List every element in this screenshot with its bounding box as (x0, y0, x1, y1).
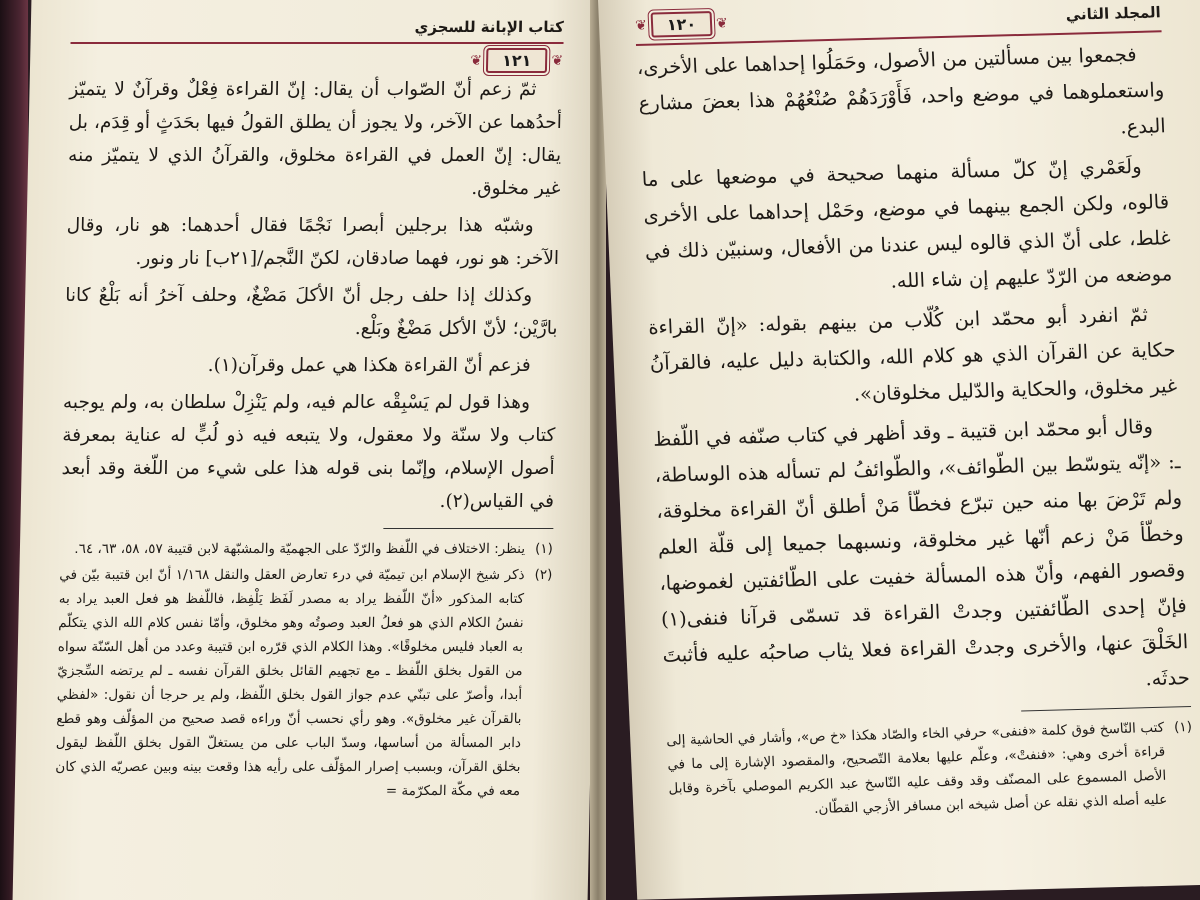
footnote-number: (٢) (534, 567, 553, 583)
paragraph: ثمّ زعم أنّ الصّواب أن يقال: إنّ القراءة فِعْلٌ وقرآنٌ لا يتميّز أحدُهما عن الآخر، ولا يجوز أن يطلق القولُ فيها بحَدَثٍ أو قِدَم، بل يقال: إنّ العمل في القراءة مخلوق، والقرآنُ الذي لا يتميّز منه غير مخلوق. (67, 79, 563, 199)
footnote-separator (383, 528, 553, 529)
footnote (55, 563, 553, 803)
left-page-body (61, 73, 563, 518)
footnote-text: كتب النّاسخ فوق كلمة «فنفى» حرفي الخاء والصّاد هكذا «خ ص»، وأشار في الحاشية إلى قراءة أخرى وهي: «فنفتْ»، وعلّم عليها بعلامة التّصحيح، والمقصود الإشارة إلى ما في الأصل المسموع على المصنّف وقد وقف عليه النّاسخ عبد الكريم الموصلي بآخرة وقابل عليه أصله الذي نقله عن أصل شيخه ابن مسافر الأزجي القطّان. (665, 719, 1168, 817)
left-page-header (71, 18, 564, 36)
right-page-body (636, 36, 1190, 710)
left-page (13, 0, 607, 900)
paragraph: فزعم أنّ القراءة هكذا هي عمل وقرآن(١). (207, 355, 531, 376)
left-page-footnotes (55, 537, 554, 803)
footnote-number: (١) (1173, 719, 1193, 736)
ornament-icon: ❦ (715, 15, 729, 32)
ornament-icon: ❦ (551, 52, 564, 69)
left-page-number: ١٢١ (486, 48, 548, 73)
paragraph: فجمعوا بين مسألتين من الأصول، وحَمَلُوا إحداهما على الأخرى، واستعملوهما في موضع واحد، فَأَوْرَدَهُمْ صُنْعُهُمْ هذا بعضَ مشارع البدع. (636, 42, 1167, 139)
right-page-number-row (635, 11, 729, 38)
right-page-header-title: المجلد الثاني (1065, 2, 1162, 24)
left-page-header-title: كتاب الإبانة للسجزي (414, 18, 565, 36)
paragraph: وهذا قول لم يَسْبِقْه عالم فيه، ولم يَنْزِلْ سلطان به، ولم يوجبه كتاب ولا سنّة ولا معقول، ولا يتبعه فيه ذو لُبٍّ له عناية بمعرفة أصول الإسلام، وإنّما بنى قوله هذا على شيء من اللّغة وقد أبعد في القياس(٢). (61, 392, 556, 512)
footnote (60, 537, 554, 561)
right-page-footnotes (666, 715, 1196, 825)
footnote-text: ينظر: الاختلاف في اللّفظ والرّدّ على الجهميّة والمشبّهة لابن قتيبة ٥٧، ٥٨، ٦٣، ٦٤. (74, 541, 526, 557)
ornament-icon: ❦ (470, 52, 483, 69)
left-page-header-rule (71, 42, 564, 44)
paragraph: وقال أبو محمّد ابن قتيبة ـ وقد أظهر في كتاب صنّفه في اللّفظ ـ: «إنّه يتوسّط بين الطّوائف»، والطّوائفُ لم تسأله هذه الوساطة، ولم تَرْضَ بها منه حين تبرّع فخطّأ مَنْ أطلق أنّ القراءة مخلوقة، وخطّأ مَنْ زعم أنّها غير مخلوقة، ونسبهما جميعا إلى قلّة العلم وقصور الفهم، وأنّ هذه المسألة خفيت على الطّائفتين لغموضها، فإنّ إحدى الطّائفتين وجدتْ القراءة قد تسمّى قرآنا فنفى(١) الخَلْقَ عنها، والأخرى وجدتْ القراءة فعلا يثاب صاحبُه عليه فأثبتَ حدثَه. (652, 414, 1191, 691)
footnote (666, 715, 1196, 825)
footnote-number: (١) (534, 541, 554, 557)
paragraph: وكذلك إذا حلف رجل أنّ الأكلَ مَضْغٌ، وحلف آخرُ أنه بَلْعٌ كانا بارَّيْن؛ لأنّ الأكل مَضْغٌ وبَلْع. (65, 285, 558, 339)
footnote-text: ذكر شيخ الإسلام ابن تيميّة في درء تعارض العقل والنقل ١/١٦٨ أنّ ابن قتيبة بيّن في كتابه المذكور «أنّ اللّفظ يراد به مصدر لَفَظ يَلْفِظ، فاللّفظ هو فعل العبد يراد به نفسُ الكلام الذي هو فعلُ العبد وصوتُه وهو مخلوق، وأمّا نفس كلام الله الذي يتكلّم به العباد فليس مخلوقًا». وهذا الكلام الذي قرّره ابن قتيبة وعدد من أهل السّنّة سواه من القول بخلق اللّفظ ـ مع تجهيم القائل بخلق القرآن نفسه ـ لم يرتضه السِّجزيّ أبدا، وأصرّ على تبنّي عدم جواز القول بخلق اللّفظ، ولم ير حرجا أن نقول: «لفظي بالقرآن غير مخلوق». وهو رأي نحسب أنّ وراءه قصد صحيح من المؤلّف وهو قطع دابر المسألة من أساسها، وسدّ الباب على من يستغلّ القول بخلق اللّفظ ليقول بخلق القرآن، وبسبب إصرار المؤلّف على رأيه هذا وقعت بينه وبين عصريّه الذي كان معه في مكّة المكرّمة = (55, 567, 525, 799)
left-page-number-row (70, 48, 564, 73)
paragraph: ولَعَمْري إنّ كلّ مسألة منهما صحيحة في موضعها على ما قالوه، ولكن الجمع بينهما في موضع، وحَمْل إحداهما على الأخرى غلط، على أنّ الذي قالوه ليس عندنا من الأفعال، وسنبيّن ذلك في موضعه من الرّدّ عليهم إن شاء الله. (641, 154, 1173, 293)
ornament-icon: ❦ (634, 17, 648, 34)
paragraph: وشبّه هذا برجلين أبصرا نَجْمًا فقال أحدهما: هو نار، وقال الآخر: هو نور، فهما صادقان، لكنّ النَّجم/[٢١ب] نار ونور. (66, 215, 560, 269)
paragraph: ثمّ انفرد أبو محمّد ابن كُلّاب من بينهم بقوله: «إنّ القراءة حكاية عن القرآن الذي هو كلام الله، والكتابة دليل عليه، فالقرآنُ غير مخلوق، والحكاية والدّليل مخلوقان». (647, 302, 1178, 406)
right-page-number: ١٢٠ (650, 11, 712, 38)
right-page (598, 0, 1200, 900)
footnote-separator (1021, 706, 1191, 711)
